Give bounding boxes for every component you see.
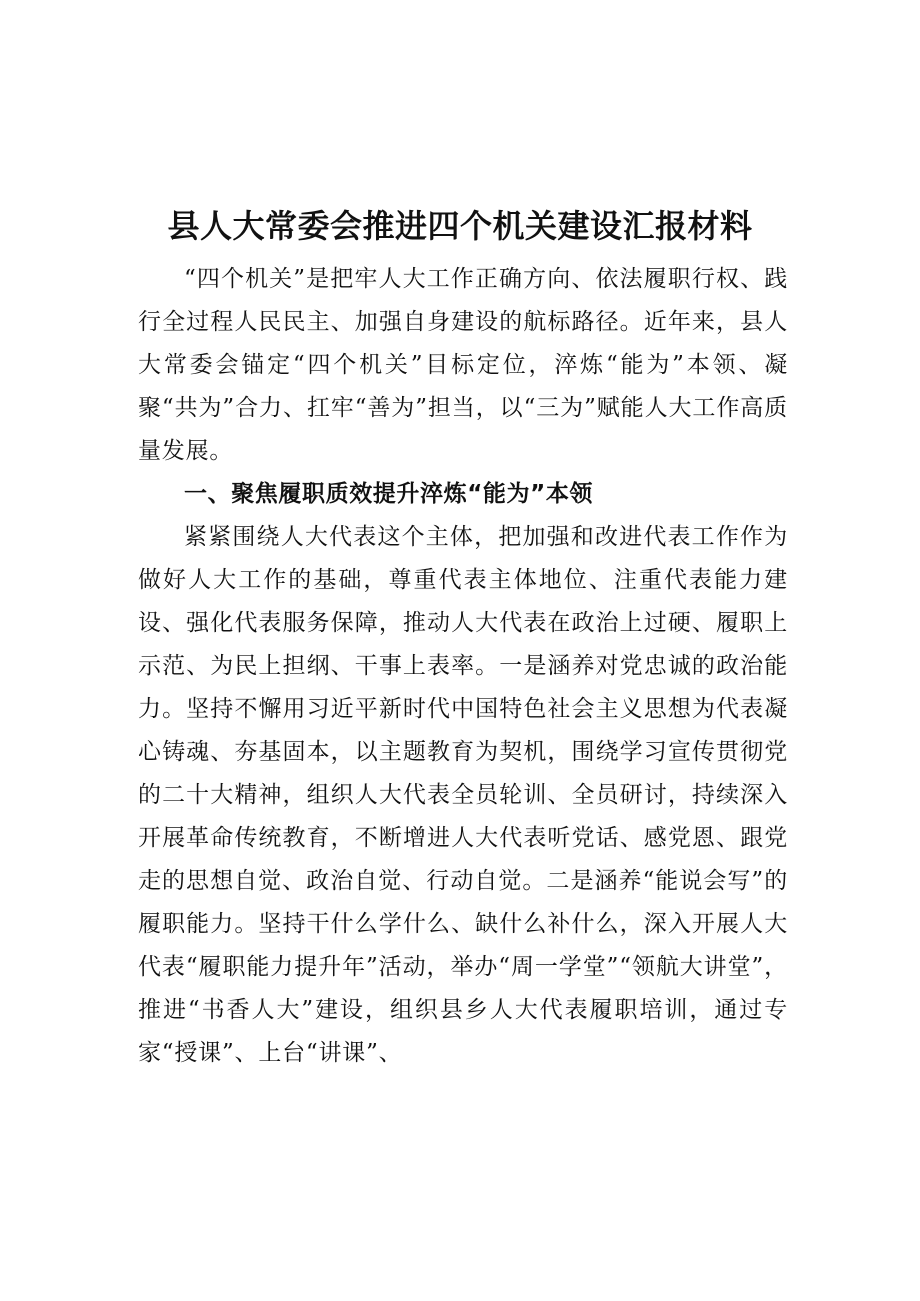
intro-paragraph: “四个机关”是把牢人大工作正确方向、依法履职行权、践行全过程人民民主、加强自身建设的航标路径。近年来，县人大常委会锚定“四个机关”目标定位，淬炼“能为”本领、凝聚“共为”合力、扛牢“善为”担当，以“三为”赋能人大工作高质量发展。 <box>138 266 788 464</box>
document-title: 县人大常委会推进四个机关建设汇报材料 <box>167 207 753 245</box>
section-heading: 一、聚焦履职质效提升淬炼“能为”本领 <box>184 481 594 507</box>
section-paragraph: 紧紧围绕人大代表这个主体，把加强和改进代表工作作为做好人大工作的基础，尊重代表主体地位、注重代表能力建设、强化代表服务保障，推动人大代表在政治上过硬、履职上示范、为民上担纲、干事上表率。一是涵养对党忠诚的政治能力。坚持不懈用习近平新时代中国特色社会主义思想为代表凝心铸魂、夯基固本，以主题教育为契机，围绕学习宣传贯彻党的二十大精神，组织人大代表全员轮训、全员研讨，持续深入开展革命传统教育，不断增进人大代表听党话、感党恩、跟党走的思想自觉、政治自觉、行动自觉。二是涵养“能说会写”的履职能力。坚持干什么学什么、缺什么补什么，深入开展人大代表“履职能力提升年”活动，举办“周一学堂”“领航大讲堂”，推进“书香人大”建设，组织县乡人大代表履职培训，通过专家“授课”、上台“讲课”、 <box>138 524 788 1066</box>
